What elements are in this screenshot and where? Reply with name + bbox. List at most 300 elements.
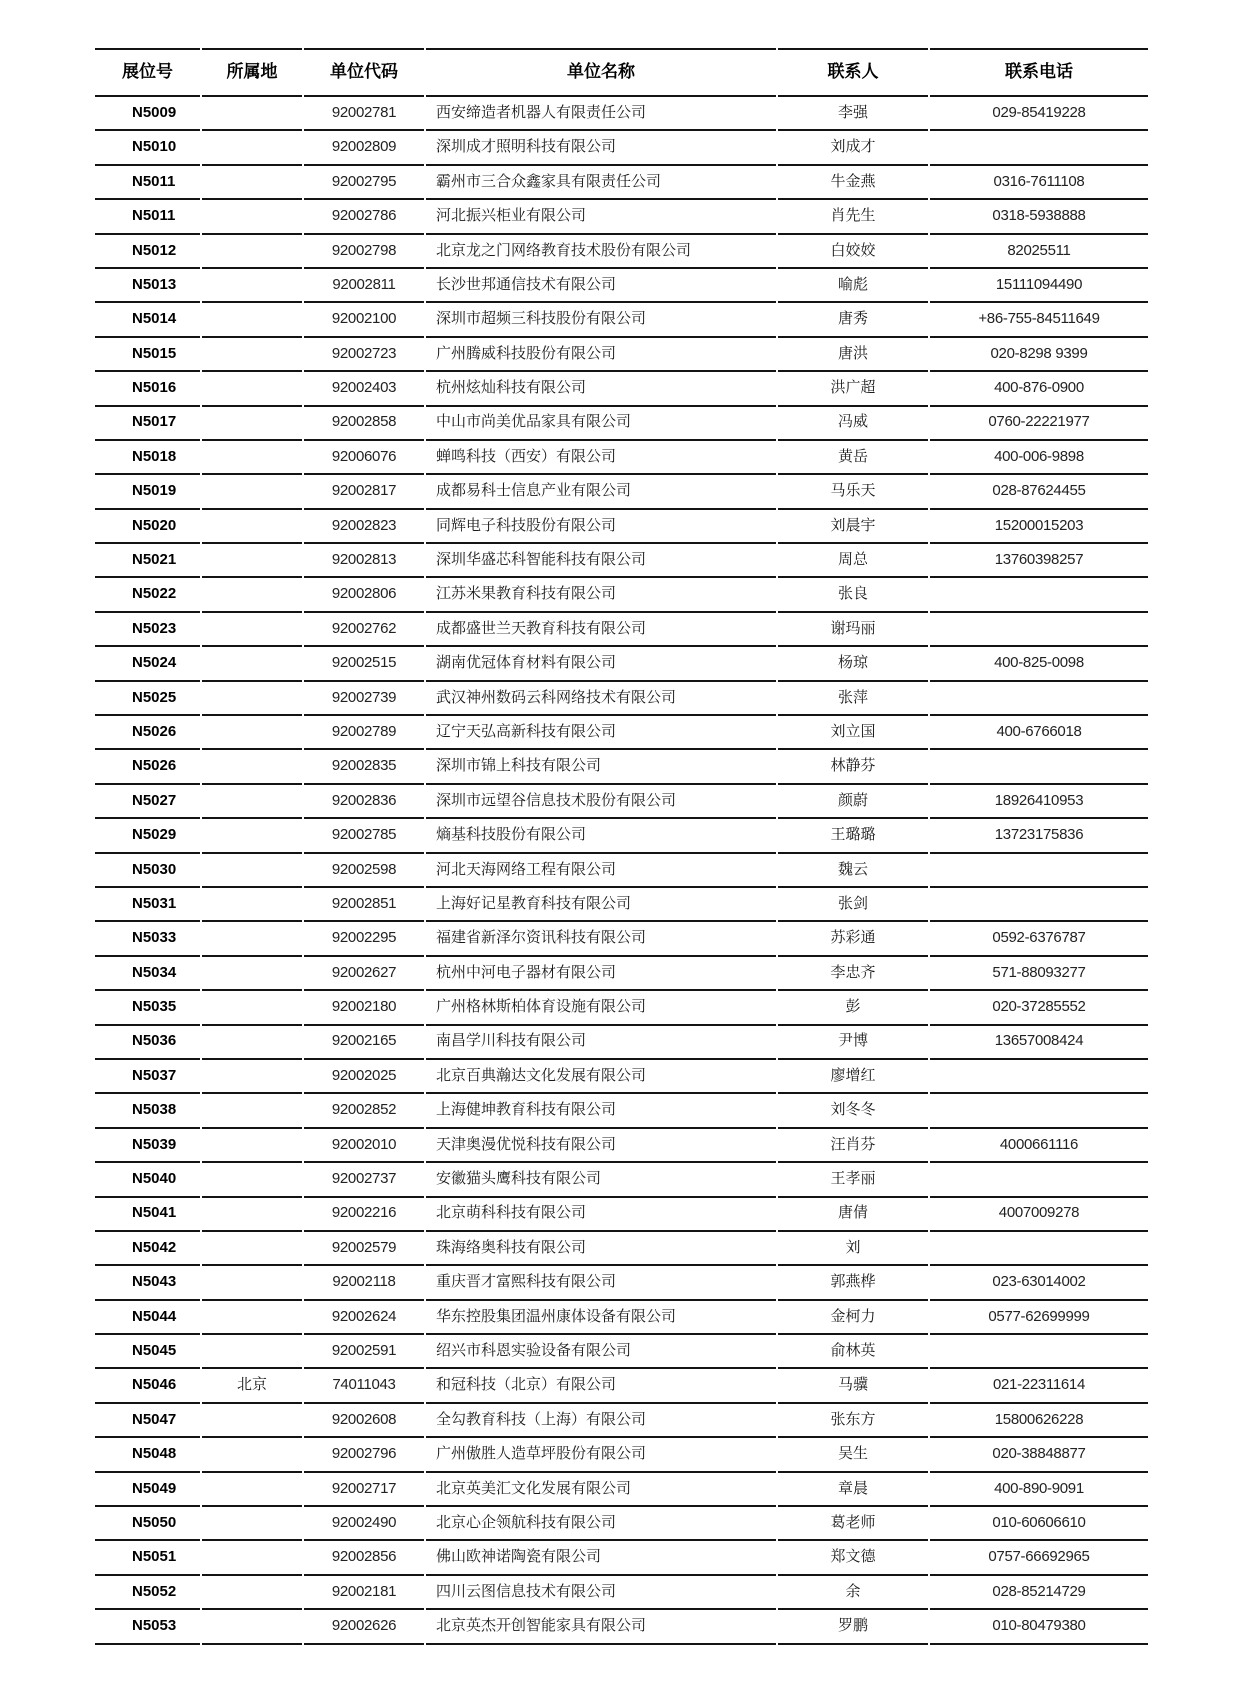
region-cell [202,475,302,509]
contact-cell: 张良 [778,578,928,612]
phone-cell: 021-22311614 [930,1369,1148,1403]
phone-cell: 020-38848877 [930,1438,1148,1472]
company-name-cell: 广州格林斯柏体育设施有限公司 [426,991,776,1025]
phone-cell: 028-85214729 [930,1576,1148,1610]
table-row [95,441,1148,475]
phone-cell: 010-60606610 [930,1507,1148,1541]
contact-cell: 谢玛丽 [778,613,928,647]
company-name-cell: 福建省新泽尔资讯科技有限公司 [426,922,776,956]
company-name-cell: 北京龙之门网络教育技术股份有限公司 [426,235,776,269]
region-cell [202,1507,302,1541]
table-row [95,131,1148,165]
phone-cell: 15200015203 [930,510,1148,544]
booth-cell: N5043 [95,1266,200,1300]
phone-cell [930,1335,1148,1369]
company-name-cell: 深圳成才照明科技有限公司 [426,131,776,165]
region-cell [202,682,302,716]
code-cell: 92002852 [304,1094,424,1128]
column-header-name: 单位名称 [426,48,776,97]
booth-cell: N5015 [95,338,200,372]
code-cell: 92002739 [304,682,424,716]
company-name-cell: 珠海络奥科技有限公司 [426,1232,776,1266]
booth-cell: N5051 [95,1541,200,1575]
table-row [95,1404,1148,1438]
region-cell [202,991,302,1025]
table-row [95,475,1148,509]
phone-cell: 15111094490 [930,269,1148,303]
table-row [95,1198,1148,1232]
booth-cell: N5045 [95,1335,200,1369]
contact-cell: 马乐天 [778,475,928,509]
phone-cell: 13657008424 [930,1026,1148,1060]
booth-cell: N5024 [95,647,200,681]
company-name-cell: 安徽猫头鹰科技有限公司 [426,1163,776,1197]
company-name-cell: 上海健坤教育科技有限公司 [426,1094,776,1128]
company-name-cell: 北京英美汇文化发展有限公司 [426,1473,776,1507]
region-cell [202,1473,302,1507]
code-cell: 92002836 [304,785,424,819]
region-cell [202,441,302,475]
company-name-cell: 重庆晋才富熙科技有限公司 [426,1266,776,1300]
phone-cell: 0760-22221977 [930,407,1148,441]
table-row [95,1266,1148,1300]
booth-cell: N5037 [95,1060,200,1094]
contact-cell: 张萍 [778,682,928,716]
company-name-cell: 同辉电子科技股份有限公司 [426,510,776,544]
table-row [95,957,1148,991]
table-row [95,1473,1148,1507]
booth-cell: N5040 [95,1163,200,1197]
region-cell [202,613,302,647]
code-cell: 92002624 [304,1301,424,1335]
table-row [95,269,1148,303]
contact-cell: 张东方 [778,1404,928,1438]
phone-cell: 020-37285552 [930,991,1148,1025]
region-cell [202,785,302,819]
table-row [95,750,1148,784]
booth-cell: N5012 [95,235,200,269]
code-cell: 92002813 [304,544,424,578]
code-cell: 92006076 [304,441,424,475]
code-cell: 92002295 [304,922,424,956]
contact-cell: 吴生 [778,1438,928,1472]
contact-cell: 苏彩通 [778,922,928,956]
table-row [95,682,1148,716]
booth-cell: N5047 [95,1404,200,1438]
contact-cell: 唐洪 [778,338,928,372]
booth-cell: N5044 [95,1301,200,1335]
company-name-cell: 杭州中河电子器材有限公司 [426,957,776,991]
contact-cell: 俞林英 [778,1335,928,1369]
table-row [95,716,1148,750]
region-cell [202,750,302,784]
booth-cell: N5013 [95,269,200,303]
phone-cell: 18926410953 [930,785,1148,819]
phone-cell [930,682,1148,716]
code-cell: 92002180 [304,991,424,1025]
contact-cell: 罗鹏 [778,1610,928,1644]
contact-cell: 魏云 [778,854,928,888]
phone-cell [930,613,1148,647]
booth-cell: N5023 [95,613,200,647]
booth-cell: N5035 [95,991,200,1025]
company-name-cell: 河北振兴柜业有限公司 [426,200,776,234]
table-row [95,1232,1148,1266]
region-cell [202,372,302,406]
table-row [95,785,1148,819]
table-row [95,407,1148,441]
phone-cell: 571-88093277 [930,957,1148,991]
booth-cell: N5038 [95,1094,200,1128]
contact-cell: 冯威 [778,407,928,441]
table-row [95,613,1148,647]
company-name-cell: 广州腾威科技股份有限公司 [426,338,776,372]
phone-cell: 13723175836 [930,819,1148,853]
phone-cell: 0577-62699999 [930,1301,1148,1335]
table-row [95,1438,1148,1472]
region-cell [202,716,302,750]
contact-cell: 唐倩 [778,1198,928,1232]
phone-cell: 400-825-0098 [930,647,1148,681]
code-cell: 92002835 [304,750,424,784]
contact-cell: 喻彪 [778,269,928,303]
table-row [95,888,1148,922]
booth-cell: N5033 [95,922,200,956]
phone-cell: 4000661116 [930,1129,1148,1163]
booth-cell: N5036 [95,1026,200,1060]
phone-cell: 0318-5938888 [930,200,1148,234]
column-header-phone: 联系电话 [930,48,1148,97]
code-cell: 92002717 [304,1473,424,1507]
company-name-cell: 全勾教育科技（上海）有限公司 [426,1404,776,1438]
contact-cell: 唐秀 [778,303,928,337]
code-cell: 92002817 [304,475,424,509]
phone-cell: 82025511 [930,235,1148,269]
contact-cell: 杨琼 [778,647,928,681]
phone-cell: 400-6766018 [930,716,1148,750]
code-cell: 92002851 [304,888,424,922]
phone-cell [930,578,1148,612]
phone-cell [930,750,1148,784]
region-cell [202,166,302,200]
code-cell: 92002789 [304,716,424,750]
region-cell [202,1026,302,1060]
contact-cell: 王孝丽 [778,1163,928,1197]
region-cell [202,269,302,303]
table-row [95,1094,1148,1128]
table-row [95,200,1148,234]
company-name-cell: 上海好记星教育科技有限公司 [426,888,776,922]
table-row [95,544,1148,578]
code-cell: 92002798 [304,235,424,269]
contact-cell: 汪肖芬 [778,1129,928,1163]
booth-cell: N5021 [95,544,200,578]
company-name-cell: 广州傲胜人造草坪股份有限公司 [426,1438,776,1472]
booth-cell: N5010 [95,131,200,165]
booth-cell: N5014 [95,303,200,337]
contact-cell: 刘立国 [778,716,928,750]
code-cell: 92002806 [304,578,424,612]
phone-cell: 010-80479380 [930,1610,1148,1644]
code-cell: 92002100 [304,303,424,337]
booth-cell: N5011 [95,166,200,200]
table-row [95,647,1148,681]
region-cell [202,1301,302,1335]
code-cell: 92002591 [304,1335,424,1369]
region-cell [202,1232,302,1266]
company-name-cell: 北京心企领航科技有限公司 [426,1507,776,1541]
region-cell [202,1335,302,1369]
region-cell [202,957,302,991]
contact-cell: 刘晨宇 [778,510,928,544]
contact-cell: 尹博 [778,1026,928,1060]
company-name-cell: 长沙世邦通信技术有限公司 [426,269,776,303]
contact-cell: 李忠齐 [778,957,928,991]
table-row [95,1026,1148,1060]
table-row [95,303,1148,337]
booth-cell: N5034 [95,957,200,991]
company-name-cell: 成都盛世兰天教育科技有限公司 [426,613,776,647]
contact-cell: 张剑 [778,888,928,922]
code-cell: 92002216 [304,1198,424,1232]
booth-cell: N5016 [95,372,200,406]
region-cell [202,922,302,956]
company-name-cell: 蝉鸣科技（西安）有限公司 [426,441,776,475]
contact-cell: 廖增红 [778,1060,928,1094]
company-name-cell: 霸州市三合众鑫家具有限责任公司 [426,166,776,200]
phone-cell: 4007009278 [930,1198,1148,1232]
column-header-booth: 展位号 [95,48,200,97]
code-cell: 92002786 [304,200,424,234]
table-row [95,991,1148,1025]
contact-cell: 郑文德 [778,1541,928,1575]
region-cell [202,1404,302,1438]
booth-cell: N5048 [95,1438,200,1472]
company-name-cell: 武汉神州数码云科网络技术有限公司 [426,682,776,716]
region-cell [202,97,302,131]
region-cell [202,854,302,888]
table-row [95,372,1148,406]
table-row [95,510,1148,544]
contact-cell: 李强 [778,97,928,131]
phone-cell: 0757-66692965 [930,1541,1148,1575]
contact-cell: 郭燕桦 [778,1266,928,1300]
code-cell: 92002025 [304,1060,424,1094]
code-cell: 92002762 [304,613,424,647]
region-cell [202,544,302,578]
company-name-cell: 北京萌科科技有限公司 [426,1198,776,1232]
code-cell: 92002598 [304,854,424,888]
contact-cell: 金柯力 [778,1301,928,1335]
code-cell: 92002795 [304,166,424,200]
phone-cell: 15800626228 [930,1404,1148,1438]
table-row [95,1576,1148,1610]
booth-cell: N5049 [95,1473,200,1507]
code-cell: 92002579 [304,1232,424,1266]
contact-cell: 马骥 [778,1369,928,1403]
company-name-cell: 北京百典瀚达文化发展有限公司 [426,1060,776,1094]
phone-cell: 13760398257 [930,544,1148,578]
region-cell [202,578,302,612]
code-cell: 92002118 [304,1266,424,1300]
code-cell: 92002165 [304,1026,424,1060]
phone-cell [930,888,1148,922]
booth-cell: N5011 [95,200,200,234]
phone-cell: 0592-6376787 [930,922,1148,956]
phone-cell: 020-8298 9399 [930,338,1148,372]
code-cell: 92002515 [304,647,424,681]
booth-cell: N5018 [95,441,200,475]
company-name-cell: 中山市尚美优品家具有限公司 [426,407,776,441]
code-cell: 92002781 [304,97,424,131]
booth-cell: N5046 [95,1369,200,1403]
table-row [95,854,1148,888]
code-cell: 92002796 [304,1438,424,1472]
company-name-cell: 杭州炫灿科技有限公司 [426,372,776,406]
company-name-cell: 北京英杰开创智能家具有限公司 [426,1610,776,1644]
code-cell: 92002608 [304,1404,424,1438]
table-row [95,1335,1148,1369]
contact-cell: 章晨 [778,1473,928,1507]
phone-cell: 400-006-9898 [930,441,1148,475]
phone-cell [930,1232,1148,1266]
company-name-cell: 深圳市锦上科技有限公司 [426,750,776,784]
code-cell: 92002627 [304,957,424,991]
region-cell [202,1266,302,1300]
region-cell [202,1198,302,1232]
phone-cell: 400-890-9091 [930,1473,1148,1507]
table-header-row [95,48,1148,97]
table-row [95,1129,1148,1163]
region-cell [202,1060,302,1094]
code-cell: 92002785 [304,819,424,853]
code-cell: 92002010 [304,1129,424,1163]
contact-cell: 牛金燕 [778,166,928,200]
booth-cell: N5020 [95,510,200,544]
table-row [95,922,1148,956]
table-row [95,1301,1148,1335]
table-row [95,166,1148,200]
table-row [95,1060,1148,1094]
phone-cell: 400-876-0900 [930,372,1148,406]
contact-cell: 颜蔚 [778,785,928,819]
company-name-cell: 四川云图信息技术有限公司 [426,1576,776,1610]
booth-cell: N5027 [95,785,200,819]
region-cell [202,1438,302,1472]
company-name-cell: 佛山欧神诺陶瓷有限公司 [426,1541,776,1575]
company-name-cell: 湖南优冠体育材料有限公司 [426,647,776,681]
table-row [95,578,1148,612]
table-row [95,819,1148,853]
booth-cell: N5031 [95,888,200,922]
company-name-cell: 西安缔造者机器人有限责任公司 [426,97,776,131]
region-cell [202,1094,302,1128]
region-cell [202,647,302,681]
code-cell: 92002856 [304,1541,424,1575]
contact-cell: 周总 [778,544,928,578]
code-cell: 92002823 [304,510,424,544]
phone-cell: 023-63014002 [930,1266,1148,1300]
booth-cell: N5052 [95,1576,200,1610]
booth-cell: N5019 [95,475,200,509]
region-cell [202,131,302,165]
region-cell: 北京 [202,1369,302,1403]
table-row [95,1163,1148,1197]
code-cell: 92002737 [304,1163,424,1197]
company-name-cell: 熵基科技股份有限公司 [426,819,776,853]
phone-cell [930,131,1148,165]
contact-cell: 葛老师 [778,1507,928,1541]
booth-cell: N5026 [95,716,200,750]
column-header-code: 单位代码 [304,48,424,97]
booth-cell: N5041 [95,1198,200,1232]
company-name-cell: 江苏米果教育科技有限公司 [426,578,776,612]
company-name-cell: 绍兴市科恩实验设备有限公司 [426,1335,776,1369]
booth-cell: N5039 [95,1129,200,1163]
phone-cell: 029-85419228 [930,97,1148,131]
code-cell: 92002403 [304,372,424,406]
region-cell [202,407,302,441]
region-cell [202,1610,302,1644]
column-header-contact: 联系人 [778,48,928,97]
company-name-cell: 辽宁天弘高新科技有限公司 [426,716,776,750]
contact-cell: 王璐璐 [778,819,928,853]
booth-cell: N5053 [95,1610,200,1644]
phone-cell: 0316-7611108 [930,166,1148,200]
contact-cell: 刘 [778,1232,928,1266]
booth-cell: N5009 [95,97,200,131]
region-cell [202,303,302,337]
region-cell [202,235,302,269]
contact-cell: 白姣姣 [778,235,928,269]
phone-cell: +86-755-84511649 [930,303,1148,337]
contact-cell: 洪广超 [778,372,928,406]
code-cell: 92002626 [304,1610,424,1644]
region-cell [202,510,302,544]
contact-cell: 余 [778,1576,928,1610]
company-name-cell: 华东控股集团温州康体设备有限公司 [426,1301,776,1335]
region-cell [202,1129,302,1163]
code-cell: 92002811 [304,269,424,303]
company-name-cell: 南昌学川科技有限公司 [426,1026,776,1060]
table-row [95,97,1148,131]
booth-cell: N5030 [95,854,200,888]
booth-cell: N5029 [95,819,200,853]
company-name-cell: 深圳市远望谷信息技术股份有限公司 [426,785,776,819]
code-cell: 92002181 [304,1576,424,1610]
column-header-region: 所属地 [202,48,302,97]
table-row [95,1610,1148,1644]
exhibitor-table [95,48,1148,1645]
phone-cell [930,1094,1148,1128]
contact-cell: 肖先生 [778,200,928,234]
booth-cell: N5050 [95,1507,200,1541]
region-cell [202,338,302,372]
table-body [95,97,1148,1645]
table-row [95,1369,1148,1403]
contact-cell: 黄岳 [778,441,928,475]
contact-cell: 彭 [778,991,928,1025]
region-cell [202,1541,302,1575]
table-row [95,235,1148,269]
phone-cell [930,1060,1148,1094]
company-name-cell: 和冠科技（北京）有限公司 [426,1369,776,1403]
code-cell: 92002723 [304,338,424,372]
company-name-cell: 深圳华盛芯科智能科技有限公司 [426,544,776,578]
company-name-cell: 天津奥漫优悦科技有限公司 [426,1129,776,1163]
code-cell: 92002858 [304,407,424,441]
company-name-cell: 河北天海网络工程有限公司 [426,854,776,888]
